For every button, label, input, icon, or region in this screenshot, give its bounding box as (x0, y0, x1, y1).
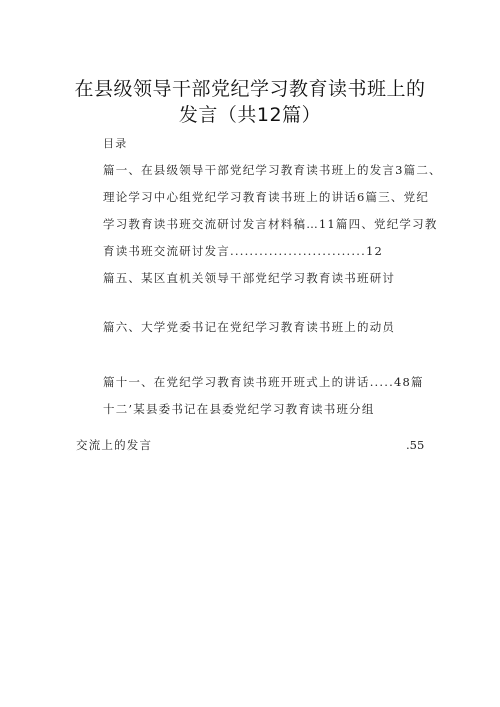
toc-line: 篇五、某区直机关领导干部党纪学习教育读书班研讨 (103, 271, 396, 285)
toc-line: 理论学习中心组党纪学习教育读书班上的讲话6篇三、党纪 (103, 190, 430, 204)
toc-line: 十二’某县委书记在县委党纪学习教育读书班分组 (103, 402, 375, 416)
document-title-line-2: 发言（共12篇） (178, 104, 322, 126)
toc-line: 篇十一、在党纪学习教育读书班开班式上的讲话.....48篇 (103, 375, 424, 389)
toc-line: 育读书班交流研讨发言............................12 (103, 244, 383, 258)
toc-line: 学习教育读书班交流研讨发言材料稿…11篇四、党纪学习教 (103, 217, 438, 231)
toc-line: 篇一、在县级领导干部党纪学习教育读书班上的发言3篇二、 (103, 163, 442, 177)
document-title-line-1: 在县级领导干部党纪学习教育读书班上的 (74, 78, 426, 100)
toc-line: 篇六、大学党委书记在党纪学习教育读书班上的动员 (103, 320, 396, 334)
toc-heading: 目录 (103, 137, 128, 150)
toc-line: 交流上的发言 (76, 438, 153, 452)
toc-page-number: .55 (406, 438, 425, 452)
